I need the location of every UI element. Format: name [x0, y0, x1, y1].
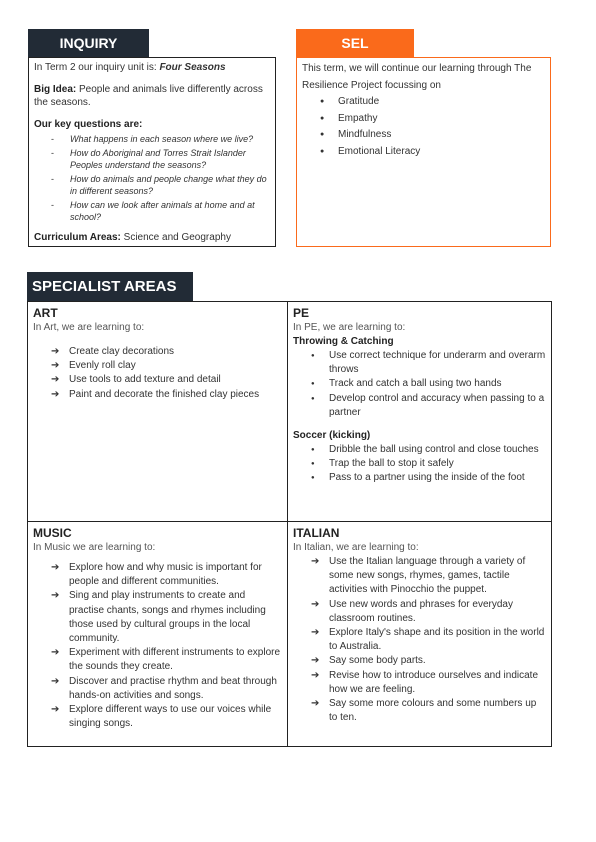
- pe-list-throwing: [293, 349, 546, 420]
- questions-list: [34, 133, 270, 224]
- arrow-icon: ➔: [311, 669, 320, 681]
- sel-box: [296, 57, 551, 247]
- list-item: ● Gratitude: [302, 94, 545, 111]
- list-item: [293, 697, 546, 725]
- list-item: [33, 359, 282, 373]
- curriculum-text: Science and Geography: [120, 231, 231, 243]
- specialist-header-label: SPECIALIST AREAS: [32, 278, 177, 295]
- list-item: ● Empathy: [302, 111, 545, 128]
- curriculum-areas: [34, 231, 270, 244]
- list-item: [33, 388, 282, 402]
- pe-cell: [287, 301, 552, 522]
- inquiry-unit-name: Four Seasons: [159, 62, 226, 73]
- arrow-icon: ➔: [51, 704, 60, 716]
- sel-header-label: SEL: [341, 35, 369, 51]
- sel-header: [296, 29, 414, 57]
- music-title: MUSIC: [33, 526, 72, 540]
- music-cell: [27, 521, 288, 747]
- arrow-icon: ➔: [311, 556, 320, 567]
- arrow-icon: ➔: [51, 675, 60, 687]
- list-item: - What happens in each season where we live?: [34, 133, 270, 146]
- list-item-text: Sing and play instruments to create and practise chants, songs and rhymes including those used by cultural groups in the local community.: [69, 590, 266, 645]
- list-item: [33, 345, 282, 359]
- arrow-icon: ➔: [51, 360, 60, 372]
- list-item: ● Dribble the ball using control and close touches: [293, 443, 546, 457]
- arrow-icon: ➔: [51, 562, 60, 573]
- art-list: [33, 345, 282, 402]
- big-idea: [34, 83, 270, 109]
- questions-label: Our key questions are:: [34, 119, 143, 130]
- list-item: ● Track and catch a ball using two hands: [293, 377, 546, 391]
- list-item: [33, 703, 282, 731]
- list-item-text: Experiment with different instruments to explore the sounds they create.: [69, 647, 281, 673]
- sel-list: [302, 94, 545, 160]
- list-item-text: Use tools to add texture and detail: [69, 374, 221, 386]
- list-item: [33, 589, 282, 646]
- italian-intro: In Italian, we are learning to:: [293, 542, 419, 553]
- list-item: - How do animals and people change what they do in different seasons?: [34, 173, 270, 198]
- inquiry-unit-prefix: In Term 2 our inquiry unit is:: [34, 62, 160, 73]
- list-item: ● Use correct technique for underarm and overarm throws: [293, 349, 546, 377]
- music-list: [33, 561, 282, 731]
- list-item-text: Create clay decorations: [69, 346, 175, 357]
- arrow-icon: ➔: [311, 655, 320, 667]
- arrow-icon: ➔: [311, 598, 320, 610]
- sel-intro: This term, we will continue our learning through The Resilience Project focussing on: [302, 63, 532, 91]
- inquiry-header-label: INQUIRY: [59, 35, 118, 51]
- pe-sub-throwing: Throwing & Catching: [293, 336, 394, 347]
- arrow-icon: ➔: [51, 590, 60, 602]
- list-item-text: Explore different ways to use our voices while singing songs.: [69, 704, 272, 730]
- list-item: ● Emotional Literacy: [302, 144, 545, 161]
- arrow-icon: ➔: [311, 698, 320, 710]
- list-item: - How can we look after animals at home and at school?: [34, 199, 270, 224]
- arrow-icon: ➔: [311, 627, 320, 639]
- arrow-icon: ➔: [51, 647, 60, 659]
- art-cell: [27, 301, 288, 522]
- art-intro: In Art, we are learning to:: [33, 322, 145, 333]
- curriculum-label: Curriculum Areas:: [34, 231, 121, 243]
- list-item-text: Use new words and phrases for everyday classroom routines.: [329, 598, 513, 624]
- list-item: [293, 598, 546, 626]
- list-item-text: Use the Italian language through a variety of some new songs, rhymes, games, tactile activities with Pinocchio the puppet.: [329, 556, 526, 596]
- list-item-text: Explore how and why music is important for people and different communities.: [69, 562, 262, 588]
- list-item-text: Explore Italy's shape and its position in the world to Australia.: [329, 627, 545, 653]
- list-item: [293, 555, 546, 598]
- list-item: ● Trap the ball to stop it safely: [293, 457, 546, 471]
- list-item: ● Pass to a partner using the inside of the foot: [293, 471, 546, 485]
- list-item: [33, 561, 282, 589]
- inquiry-box: [28, 57, 276, 247]
- list-item: ● Develop control and accuracy when passing to a partner: [293, 392, 546, 420]
- music-intro: In Music we are learning to:: [33, 542, 156, 553]
- italian-cell: [287, 521, 552, 747]
- list-item-text: Say some more colours and some numbers up to ten.: [329, 698, 537, 724]
- list-item-text: Discover and practise rhythm and beat through hands-on activities and songs.: [69, 675, 277, 701]
- list-item-text: Revise how to introduce ourselves and indicate how we are feeling.: [329, 669, 539, 695]
- big-idea-text: People and animals live differently across the seasons.: [34, 84, 263, 108]
- list-item: [293, 669, 546, 697]
- inquiry-header: [28, 29, 149, 57]
- pe-title: PE: [293, 306, 310, 320]
- list-item-text: Say some body parts.: [329, 655, 426, 667]
- specialist-header: [27, 272, 193, 301]
- list-item: [33, 646, 282, 674]
- list-item: ● Mindfulness: [302, 127, 545, 144]
- italian-title: ITALIAN: [293, 526, 340, 540]
- pe-intro: In PE, we are learning to:: [293, 322, 406, 333]
- list-item-text: Evenly roll clay: [69, 360, 136, 372]
- art-title: ART: [33, 306, 58, 320]
- arrow-icon: ➔: [51, 374, 60, 386]
- list-item: [33, 373, 282, 387]
- inquiry-unit: [34, 61, 270, 74]
- pe-list-soccer: [293, 443, 546, 486]
- list-item: [293, 654, 546, 668]
- arrow-icon: ➔: [51, 388, 60, 400]
- list-item: - How do Aboriginal and Torres Strait Islander Peoples understand the seasons?: [34, 147, 270, 172]
- list-item: [293, 626, 546, 654]
- pe-sub-soccer: Soccer (kicking): [293, 430, 371, 442]
- italian-list: [293, 555, 546, 725]
- list-item: [33, 675, 282, 703]
- list-item-text: Paint and decorate the finished clay pieces: [69, 388, 260, 400]
- arrow-icon: ➔: [51, 346, 60, 357]
- big-idea-label: Big Idea:: [34, 84, 77, 95]
